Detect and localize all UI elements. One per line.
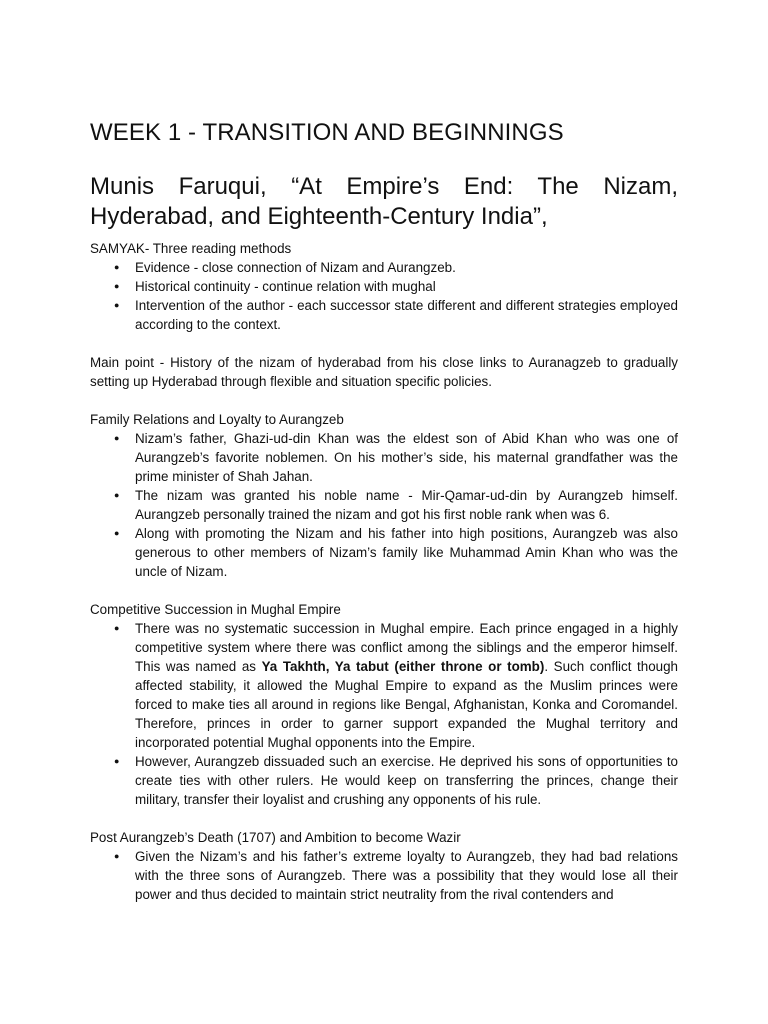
list-item-text: The nizam was granted his noble name - Mir-Qamar-ud-din by Aurangzeb himself. Aurangzeb personally trained the nizam and got his first noble rank when was 6. xyxy=(135,488,678,522)
document-body xyxy=(90,239,678,904)
spacer xyxy=(90,809,678,828)
main-point-paragraph: Main point - History of the nizam of hyderabad from his close links to Auranagzeb to gradually setting up Hyderabad through flexible and situation specific policies. xyxy=(90,355,678,389)
list-item-text: Along with promoting the Nizam and his father into high positions, Aurangzeb was also generous to other members of Nizam’s family like Muhammad Amin Khan who was the uncle of Nizam. xyxy=(135,526,678,579)
spacer xyxy=(90,334,678,353)
list-item xyxy=(90,296,678,334)
list-item xyxy=(90,619,678,752)
bullet-icon: ● xyxy=(114,851,120,861)
family-heading: Family Relations and Loyalty to Aurangzeb xyxy=(90,412,344,427)
reading-title: Munis Faruqui, “At Empire’s End: The Nizam, Hyderabad, and Eighteenth-Century India”, xyxy=(90,173,678,230)
samyak-heading: SAMYAK- Three reading methods xyxy=(90,241,292,256)
list-item xyxy=(90,277,678,296)
post-death-list xyxy=(90,847,678,904)
list-item xyxy=(90,752,678,809)
bullet-icon: ● xyxy=(114,490,120,500)
bullet-icon: ● xyxy=(114,300,120,310)
list-item xyxy=(90,486,678,524)
post-death-heading: Post Aurangzeb’s Death (1707) and Ambition to become Wazir xyxy=(90,830,461,845)
list-item xyxy=(90,429,678,486)
list-item xyxy=(90,258,678,277)
samyak-list xyxy=(90,258,678,334)
list-item-text: Evidence - close connection of Nizam and Aurangzeb. xyxy=(135,260,456,275)
list-item-text: There was no systematic succession in Mughal empire. Each prince engaged in a highly competitive system where there was conflict among the siblings and the emperor himself. This was named as xyxy=(135,621,678,674)
bullet-icon: ● xyxy=(114,623,120,633)
family-list xyxy=(90,429,678,581)
list-item-text: However, Aurangzeb dissuaded such an exercise. He deprived his sons of opportunities to create ties with other rulers. He would keep on transferring the princes, change their military, transfer their loyalist and crushing any opponents of his rule. xyxy=(135,754,678,807)
list-item-text: Nizam’s father, Ghazi-ud-din Khan was the eldest son of Abid Khan who was one of Aurangzeb’s favorite noblemen. On his mother’s side, his maternal grandfather was the prime minister of Shah Jahan. xyxy=(135,431,678,484)
bullet-icon: ● xyxy=(114,262,120,272)
spacer xyxy=(90,581,678,600)
bullet-icon: ● xyxy=(114,528,120,538)
list-item-text: Intervention of the author - each successor state different and different strategies employed according to the context. xyxy=(135,298,678,332)
bold-phrase: Ya Takhth, Ya tabut (either throne or tomb) xyxy=(261,659,545,674)
bullet-icon: ● xyxy=(114,433,120,443)
list-item xyxy=(90,847,678,904)
list-item-text: Historical continuity - continue relation with mughal xyxy=(135,279,436,294)
succession-list xyxy=(90,619,678,809)
list-item xyxy=(90,524,678,581)
bullet-icon: ● xyxy=(114,756,120,766)
bullet-icon: ● xyxy=(114,281,120,291)
week-title: WEEK 1 - TRANSITION AND BEGINNINGS xyxy=(90,119,564,146)
spacer xyxy=(90,391,678,410)
list-item-text: . Such conflict though affected stability, it allowed the Mughal Empire to expand as the Muslim princes were forced to make ties all around in regions like Bengal, Afghanistan, Konka and Coromandel. Therefore, princes in order to garner support expanded the Mughal territory and incorporated potential Mughal opponents into the Empire. xyxy=(135,659,678,750)
succession-heading: Competitive Succession in Mughal Empire xyxy=(90,602,341,617)
list-item-text: Given the Nizam’s and his father’s extreme loyalty to Aurangzeb, they had bad relations with the three sons of Aurangzeb. There was a possibility that they would lose all their power and thus decided to maintain strict neutrality from the rival contenders and xyxy=(135,849,678,902)
